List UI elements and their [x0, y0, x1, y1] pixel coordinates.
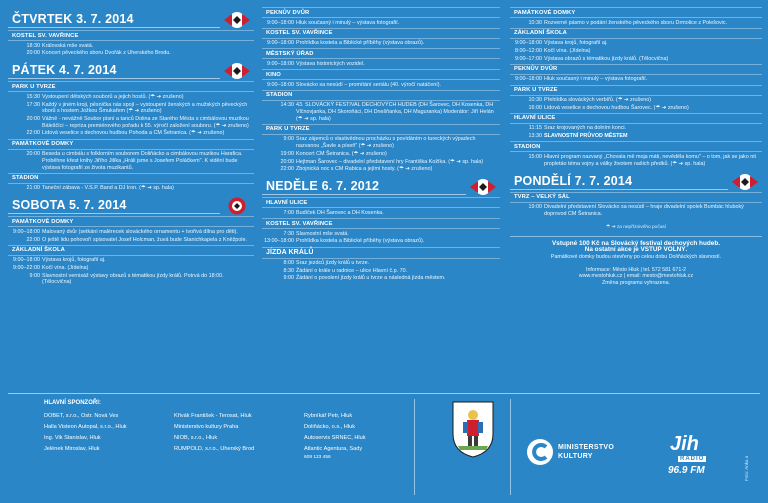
section-kostel: [262, 28, 500, 48]
section-heading: TVRZ – VELKÝ SÁL: [510, 192, 762, 203]
column-right: [510, 6, 762, 287]
section-peknuv: [262, 7, 500, 27]
program-entry: 20:00 Hejtman Šarovec – divadelní představení hry Františka Kožíka. (☂ ➔ sp. hala): [280, 158, 484, 165]
section-domky: [8, 139, 254, 172]
program-entry: 9:00 Slavnostní vernisáž výstavy obrazů s tématikou jízdy králů. Potrvá do 18:00. (Tělocvična): [29, 272, 224, 286]
program-entry: 15:00 Hlavní program nazvaný „Chovala mě moja máti, nevěděla komu" – o tom, jak se jako nit propletáo téma vojny a války životem našich předků. (☂ ➔ sp. hala): [528, 153, 756, 167]
section-kostel-sun: [262, 218, 500, 245]
section-heading: ZÁKLADNÍ ŠKOLA: [510, 28, 762, 39]
program-entry: 9:00 Žádání o povolení jízdy králů u tvrze a následná jízda městem.: [283, 275, 446, 282]
program-entry: 10:30 Přehlídka slováckých verbířů. (☂ ➔ zrušeno): [528, 97, 652, 104]
section-heading: KINO: [262, 69, 500, 80]
section-park: [510, 85, 762, 112]
info-block: [510, 240, 762, 262]
sponsor-phone: 608 123 456: [304, 455, 331, 460]
section-kostel: [8, 30, 254, 57]
sponsors-footer: [0, 393, 768, 503]
day-title: SOBOTA 5. 7. 2014: [12, 198, 127, 213]
day-title: PONDĚLÍ 7. 7. 2014: [514, 173, 633, 188]
section-peknuv: [510, 64, 762, 84]
divider: [510, 236, 762, 237]
sponsor-item: Atlantic Agentura, Sady: [304, 446, 363, 452]
section-heading: PARK U TVRZE: [8, 81, 254, 92]
sponsor-item: RUMPOLD, s.r.o., Uherský Brod: [174, 446, 255, 452]
program-entry: 7:30 Slavnostní mše svatá.: [283, 230, 349, 237]
sponsor-item: Halla Visteon Autopal, s.r.o., Hluk: [44, 424, 127, 430]
mk-logo-line1: MINISTERSTVO: [558, 444, 615, 451]
program-entry: 14:30 43. SLOVÁCKÝ FESTIVAL DECHOVÝCH HUDEB (DH Šarovec, DH Kosenka, DH Vlčnovjanka, DH Skoroňáci, DH Dnešňanka, DH Maguranka) Moderátor: Jiří Helán (☂ ➔ sp. hala): [280, 102, 494, 122]
program-entry: 16:00 Lidová veselice s dechovou hudbou Šarovec. (☂ ➔ zrušeno): [528, 104, 689, 111]
program-entry: 9:00–18:00 Prohlídka kostela a Biblické příběhy (výstava obrazů).: [267, 40, 425, 47]
red-circle-arrows-icon: [222, 197, 252, 215]
info-free-entry: Na ostatní akce je VSTUP VOLNÝ.: [584, 246, 688, 254]
program-entry: 13:00–18:00 Prohlídka kostela a Biblické příběhy (výstava obrazů).: [264, 238, 425, 245]
program-entry: 9:00–18:00 Výstava krojů, fotografií aj.: [515, 40, 608, 47]
sponsor-item: Doliňácko, o.s., Hluk: [304, 424, 355, 430]
red-arrows-banner-icon: [730, 173, 760, 191]
section-heading: HLAVNÍ ULICE: [510, 113, 762, 124]
sponsor-item: DOBET, s.r.o., Ostr. Nová Ves: [44, 413, 119, 419]
sponsor-item: Autoservis SRNEC, Hluk: [304, 435, 366, 441]
divider: [510, 189, 728, 190]
sponsors-title: HLAVNÍ SPONZOŘI:: [44, 400, 101, 406]
program-entry: 9:00–17:00 Výstava obrazů s tématikou jízdy králů. (Tělocvična): [515, 55, 669, 62]
radio-name: Jih: [670, 433, 699, 455]
day-header-monday: [510, 172, 762, 191]
day-header-sunday: [262, 177, 500, 196]
red-arrows-banner-icon: [468, 178, 498, 196]
divider: [510, 399, 511, 495]
radio-jih-logo: [664, 433, 720, 483]
section-tvrz: [510, 192, 762, 218]
column-left: [8, 6, 254, 287]
weather-note: ☂ ➔ za nepříznivého počasí: [605, 225, 667, 231]
program-entry: 11:15 Sraz krojovaných na dolním konci.: [528, 125, 627, 132]
contact-web[interactable]: www.mestohluk.cz | email: mesto@mestohluk.cz: [578, 273, 694, 280]
section-heading: KOSTEL SV. VAVŘINCE: [262, 218, 500, 229]
program-entry: 21:00 Taneční zábava - V.S.P. Band a DJ Iron. (☂ ➔ sp. hala): [26, 185, 174, 192]
program-entry: 9:00–18:00 Malovaný dvůr (setkání malérecek slováckého ornamentu + tvořivá dílna pro děti).: [13, 228, 238, 235]
program-entry: 15:30 Vystoupení dětských souborů a jejich hostů. (☂ ➔ zrušeno): [26, 93, 184, 100]
sponsor-item: NIOB, s.r.o., Hluk: [174, 435, 218, 441]
town-crest-icon: [450, 400, 496, 458]
program-entry: 13:30 SLAVNOSTNÍ PRŮVOD MĚSTEM: [528, 133, 628, 140]
program-entry: 10:30 Rozverné pásmo v podání ženského pěveckého sboru Drmolice z Polešovic.: [528, 19, 728, 26]
program-entry: 19:00 Koncert CM Šetranica. (☂ ➔ zrušeno): [280, 150, 387, 157]
program-entry: 22:00 Zbojnická noc s CM Rabica a jejími hosty. (☂ ➔ zrušeno): [280, 166, 433, 173]
program-entry: 20:00 Koncert pěveckého sboru Dvořák z Uherského Brodu.: [26, 50, 171, 57]
section-domky: [510, 7, 762, 27]
program-entry: 18:30 Královská mše svatá.: [26, 42, 94, 49]
section-domky-sat: [8, 216, 254, 243]
day-title: ČTVRTEK 3. 7. 2014: [12, 12, 134, 26]
info-entry-fee: Vstupné 100 Kč na Slovácký festival dechových hudeb.: [552, 239, 720, 247]
section-heading: PAMÁTKOVÉ DOMKY: [510, 7, 762, 18]
section-stadion: [8, 173, 254, 193]
section-heading: MĚSTSKÝ ÚŘAD: [262, 48, 500, 59]
photo-credit: Foto: Anka a: [744, 455, 749, 481]
section-park: [262, 124, 500, 174]
sponsor-item: Ing. Vik Stanislav, Hluk: [44, 435, 101, 441]
section-heading: JÍZDA KRÁLŮ: [262, 247, 500, 259]
program-entry: 9:00–18:00 Výstava historických vozidel.: [267, 60, 365, 67]
contact-note: Změna programu vyhrazena.: [601, 279, 670, 286]
program-entry: 20:00 Beseda u cimbálu s folklorním souborem Doliňácko a cimbálovou muzikou Harafica. Proběhne křest knihy Jiřího Jilíka „Hráli jsme s Josefem Poláčkem". K vidění bude výstava fotografií ze života muzikantů.: [26, 151, 243, 171]
column-middle: [262, 6, 500, 283]
section-stadion: [510, 141, 762, 167]
radio-sub: RADIO: [680, 456, 705, 462]
day-header-thursday: [8, 10, 254, 29]
sponsor-item: Ministerstvo kultury Praha: [174, 424, 239, 430]
program-entry: 22:00 Lidová veselice s dechovou hudbou Pohoda a CM Šetranica. (☂ ➔ zrušeno): [26, 130, 225, 137]
ministry-culture-logo: [526, 438, 630, 466]
day-header-saturday: [8, 196, 254, 215]
ministry-c-icon: [526, 438, 554, 466]
divider: [414, 399, 415, 495]
section-heading: PEKNŮV DVŮR: [262, 7, 500, 18]
red-arrows-banner-icon: [222, 11, 252, 29]
divider: [8, 78, 220, 79]
section-heading: ZÁKLADNÍ ŠKOLA: [8, 245, 254, 256]
mk-logo-line2: KULTURY: [558, 453, 593, 460]
info-domky: Památkové domky budou otevřeny po celou dobu Doliňáckých slavností.: [550, 253, 722, 260]
program-entry: 8:00–12:00 Kočí vína. (Jídelna): [515, 47, 591, 54]
section-kino: [262, 69, 500, 89]
red-arrows-banner-icon: [222, 62, 252, 80]
section-heading: PARK U TVRZE: [262, 124, 500, 135]
section-heading: STADION: [8, 173, 254, 184]
section-ulice: [510, 113, 762, 140]
divider: [8, 27, 220, 28]
section-heading: PAMÁTKOVÉ DOMKY: [8, 216, 254, 227]
divider: [262, 194, 466, 195]
program-entry: 17:30 Každý v jiném kroji, pěsnička nás spojí – vystoupení ženských a mužských pěveckých sborů s hostem Jožkou Šmukařem (☂ ➔ zrušeno): [26, 101, 248, 115]
contact-info: Informace: Město Hluk | tel. 572 581 671-2: [585, 266, 686, 273]
section-heading: PEKNŮV DVŮR: [510, 64, 762, 75]
section-stadion: [262, 90, 500, 123]
section-heading: PARK U TVRZE: [510, 85, 762, 96]
contact-block: [510, 266, 762, 288]
program-entry: 9:00–18:00 Hluk současný i minulý – výstava fotografií.: [515, 76, 648, 83]
program-entry: 9:00–18:00 Hluk současný i minulý – výstava fotografií.: [267, 19, 400, 26]
section-park: [8, 81, 254, 137]
program-entry: 9:00–18:00 Slovácko sa nesúdí – promítání seriálu (40. výročí natáčení).: [267, 81, 442, 88]
program-entry: 9:00–22:00 Kočí vína. (Jídelna): [13, 265, 89, 272]
section-heading: STADION: [510, 141, 762, 152]
day-title: NEDĚLE 6. 7. 2012: [266, 179, 380, 194]
divider: [8, 393, 760, 394]
program-entry: 8:30 Žádání o krále u radnice – ulice Hlavní č.p. 70.: [283, 267, 408, 274]
program-entry: 20:00 Vážně - nevážně Soubor písní a tanců Dolina ze Starého Města s cimbálovou muzikou Báleščíci – repríza premiérového pořadu k 55. výročí založení souboru. (☂ ➔ zrušeno): [26, 116, 249, 129]
section-skola: [8, 245, 254, 287]
section-urad: [262, 48, 500, 68]
section-heading: PAMÁTKOVÉ DOMKY: [8, 139, 254, 150]
sponsor-item: Jelének Miroslav, Hluk: [44, 446, 100, 452]
program-entry: 9:00 Sraz zájemců o vlastivědnou procházku s povídáním o tureckých výpadech nazvanou „Šavle a píseň" (☂ ➔ zrušeno): [283, 136, 476, 150]
program-entry: 19:00 Divadelní představení Slovácko sa nesúdí – hraje divadelní spolek Bumbác hluboký doprovod CM Šetranica.: [528, 204, 744, 217]
radio-frequency: 96.9 FM: [668, 465, 705, 476]
sponsor-item: Rybníkář Petr, Hluk: [304, 413, 353, 419]
section-heading: HLAVNÍ ULICE: [262, 197, 500, 208]
program-entry: 22:00 O ještě lidu pohovoří spisovatel Josef Holcman, žuvá bude Stanichkapela z Kněžpole.: [26, 236, 247, 243]
program-entry: 9:00–18:00 Výstava krojů, fotografií aj.: [13, 257, 106, 264]
section-ulice: [262, 197, 500, 217]
sponsor-item: Křivák František - Terosat, Hluk: [174, 413, 252, 419]
day-title: PÁTEK 4. 7. 2014: [12, 63, 117, 78]
section-heading: KOSTEL SV. VAVŘINCE: [262, 28, 500, 39]
day-header-friday: [8, 61, 254, 80]
section-heading: KOSTEL SV. VAVŘINCE: [8, 30, 254, 41]
program-entry: 8:00 Sraz jezdců jízdy králů u tvrze.: [283, 260, 370, 267]
program-entry: 7:00 Budíček DH Šarovec a DH Kosenka.: [283, 209, 384, 216]
section-heading: STADION: [262, 90, 500, 101]
section-skola: [510, 28, 762, 63]
section-jizda: [262, 247, 500, 283]
divider: [8, 213, 220, 214]
